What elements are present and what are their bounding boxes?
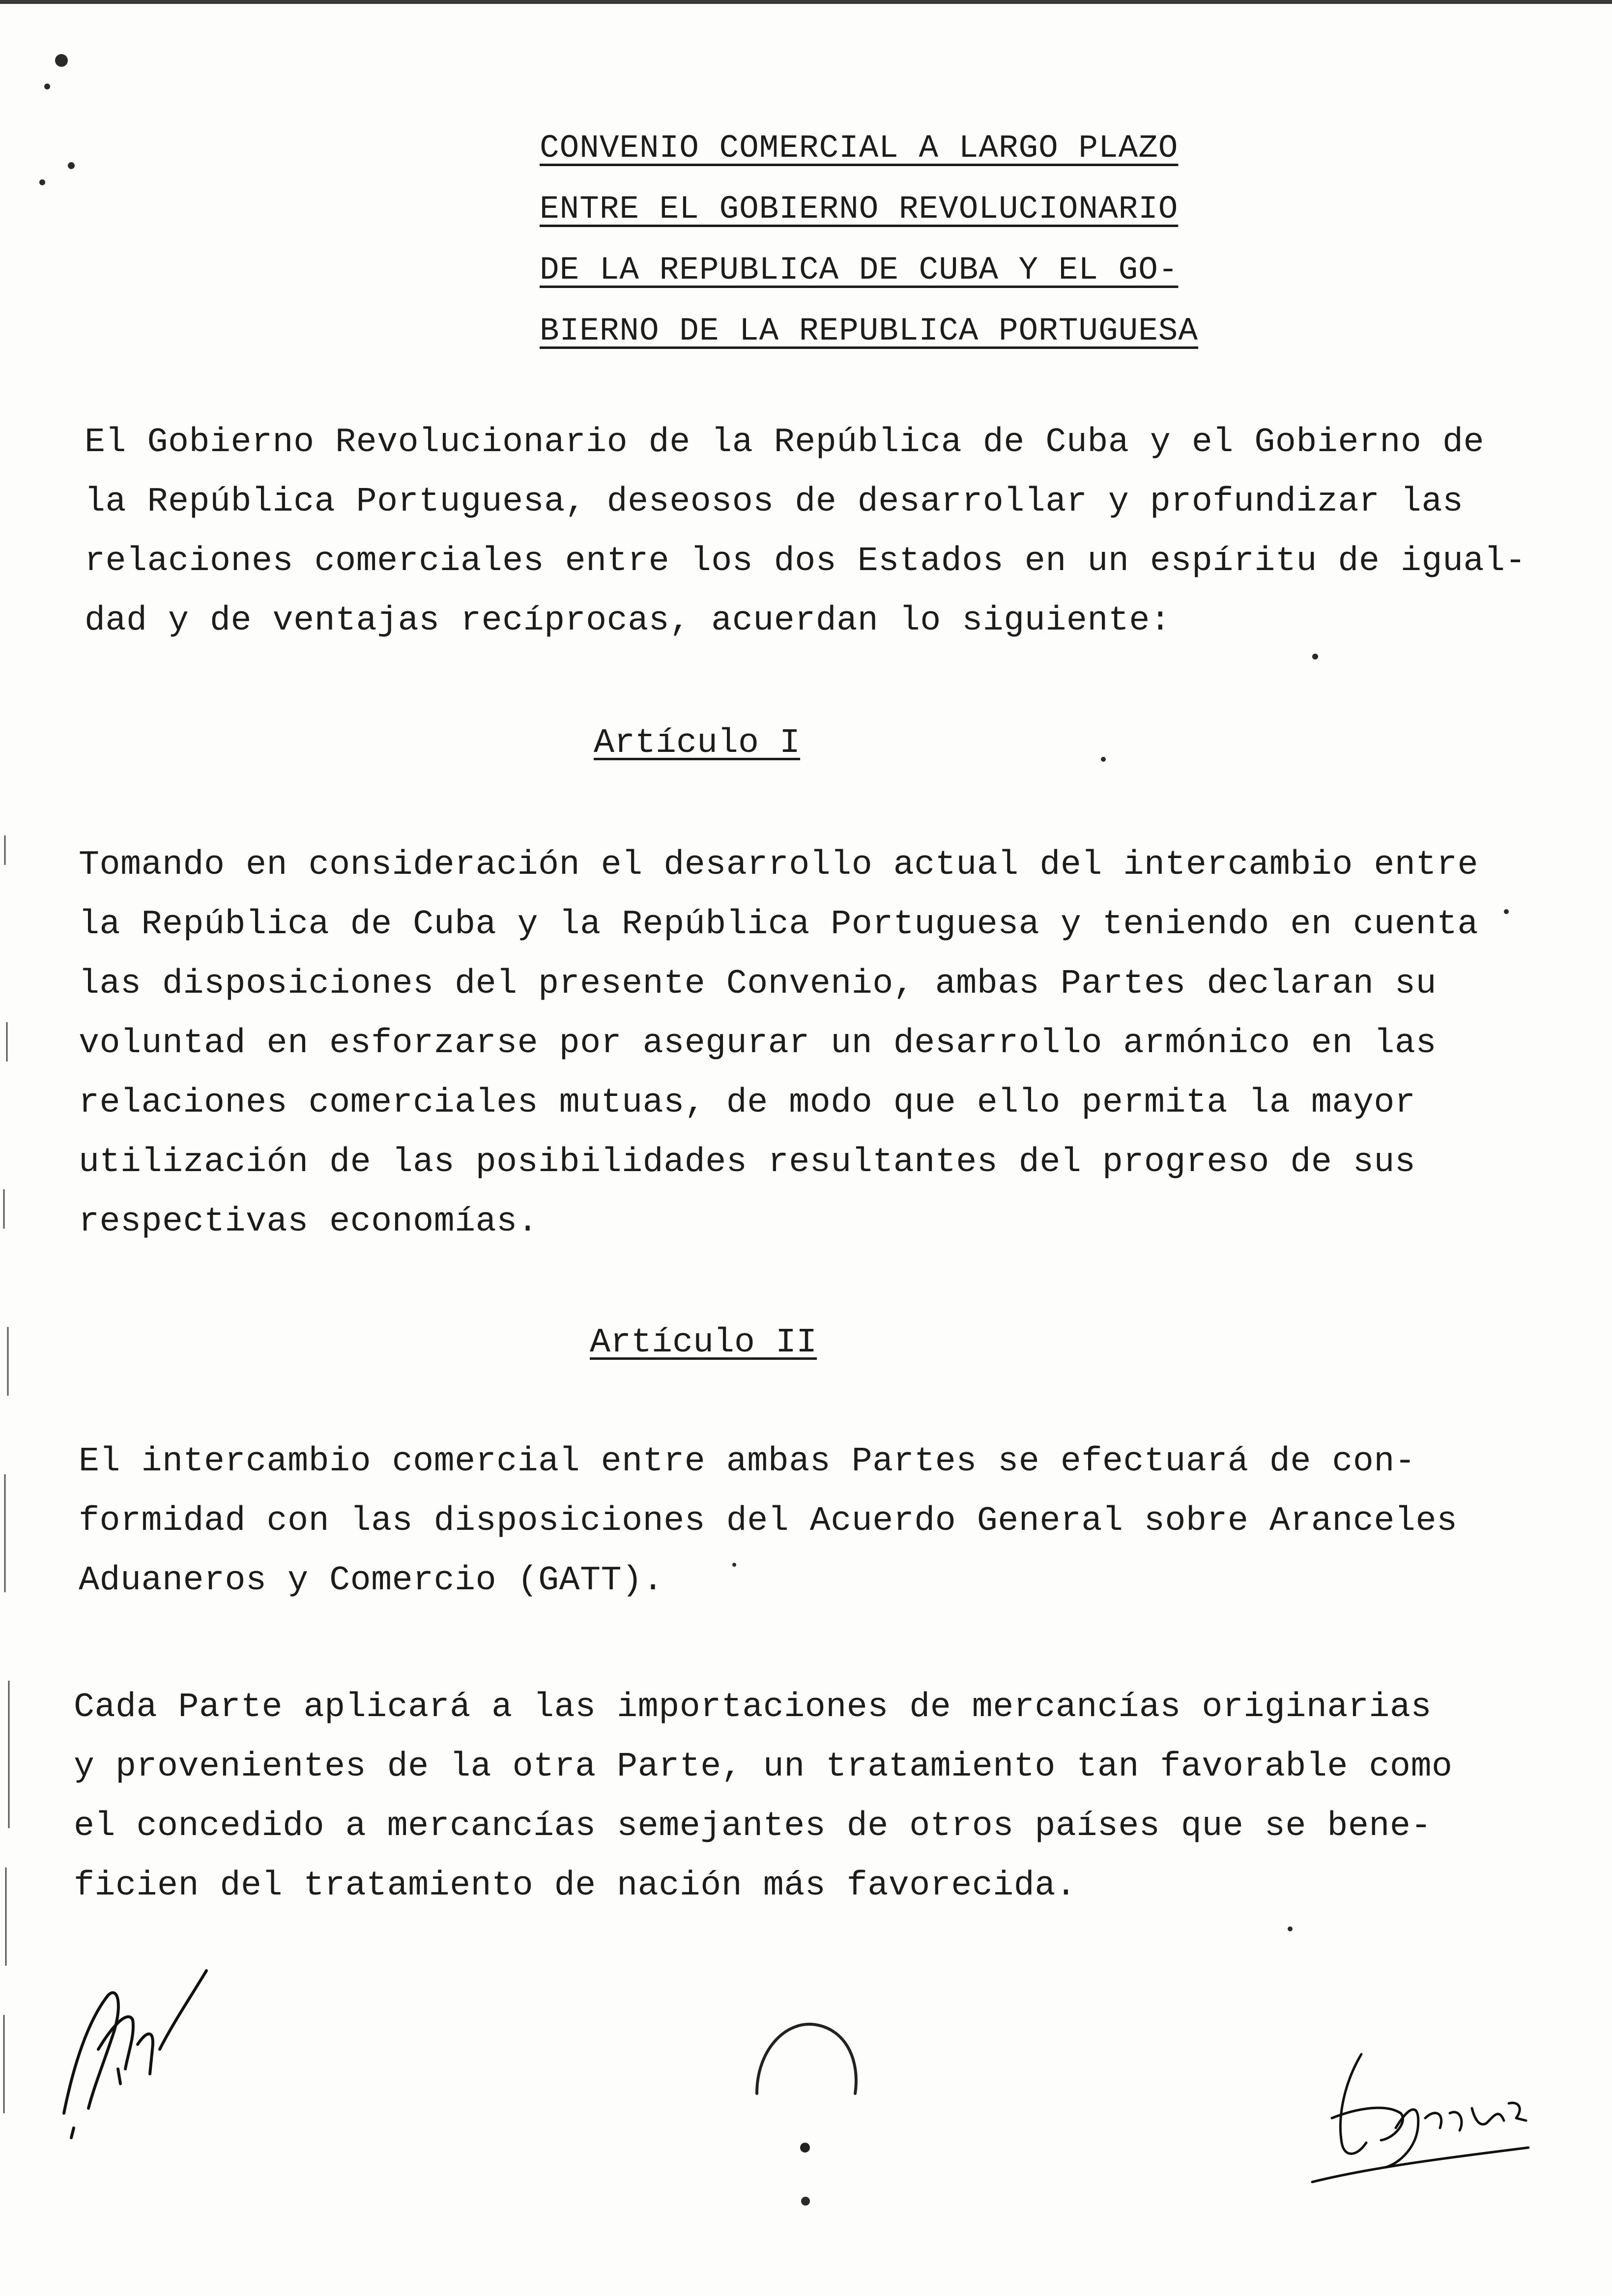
text-line: El intercambio comercial entre ambas Partes se efectuará de con- [79,1442,1416,1481]
handwritten-signature-right [1302,2035,1538,2197]
article-1-paragraph [79,835,1478,1252]
left-margin-marks [0,0,15,2296]
scan-speck [801,2197,810,2206]
scan-speck [1101,757,1106,762]
title-line: ENTRE EL GOBIERNO REVOLUCIONARIO [540,191,1179,228]
text-line: Aduaneros y Comercio (GATT). [79,1561,664,1600]
scan-speck [55,54,68,67]
text-line: y provenientes de la otra Parte, un tratamiento tan favorable como [74,1748,1453,1786]
text-line: utilización de las posibilidades resultantes del progreso de sus [79,1143,1416,1182]
text-line: las disposiciones del presente Convenio, ambas Partes declaran su [79,965,1437,1004]
text-line: formidad con las disposiciones del Acuerdo General sobre Aranceles [79,1502,1458,1541]
text-line: El Gobierno Revolucionario de la República de Cuba y el Gobierno de [85,423,1484,462]
scan-speck [44,84,50,89]
article-2-paragraph-1 [79,1432,1457,1610]
document-title [540,118,1277,362]
scan-speck [1288,1926,1293,1931]
scan-speck [732,1563,736,1567]
title-line: CONVENIO COMERCIAL A LARGO PLAZO [540,130,1179,167]
text-line: dad y de ventajas recíprocas, acuerdan lo siguiente: [85,602,1171,640]
text-line: voluntad en esforzarse por asegurar un desarrollo armónico en las [79,1024,1437,1063]
handwritten-initials-left [44,1966,221,2152]
scan-speck [1504,909,1509,914]
text-line: relaciones comerciales entre los dos Estados en un espíritu de igual- [85,542,1526,581]
top-edge-rule [0,0,1612,4]
preamble-paragraph [85,413,1526,651]
scan-speck [68,162,75,169]
text-line: relaciones comerciales mutuas, de modo que ello permita la mayor [79,1084,1416,1122]
text-line: Tomando en consideración el desarrollo actual del intercambio entre [79,846,1478,885]
stamp-arc [747,2005,865,2152]
scan-speck [39,179,45,185]
title-line: BIERNO DE LA REPUBLICA PORTUGUESA [540,313,1199,349]
text-line: respectivas economías. [79,1203,539,1241]
title-line: DE LA REPUBLICA DE CUBA Y EL GO- [540,252,1179,288]
text-line: Cada Parte aplicará a las importaciones de mercancías originarias [74,1688,1432,1727]
article-2-heading: Artículo II [590,1323,817,1362]
article-1-heading: Artículo I [594,724,801,763]
text-line: la República de Cuba y la República Portuguesa y teniendo en cuenta [79,905,1478,944]
text-line: ficien del tratamiento de nación más favorecida. [74,1866,1077,1905]
text-line: el concedido a mercancías semejantes de otros países que se bene- [74,1807,1432,1846]
article-2-paragraph-2 [74,1678,1452,1916]
scan-speck [1312,654,1318,660]
text-line: la República Portuguesa, deseosos de desarrollar y profundizar las [85,483,1464,521]
